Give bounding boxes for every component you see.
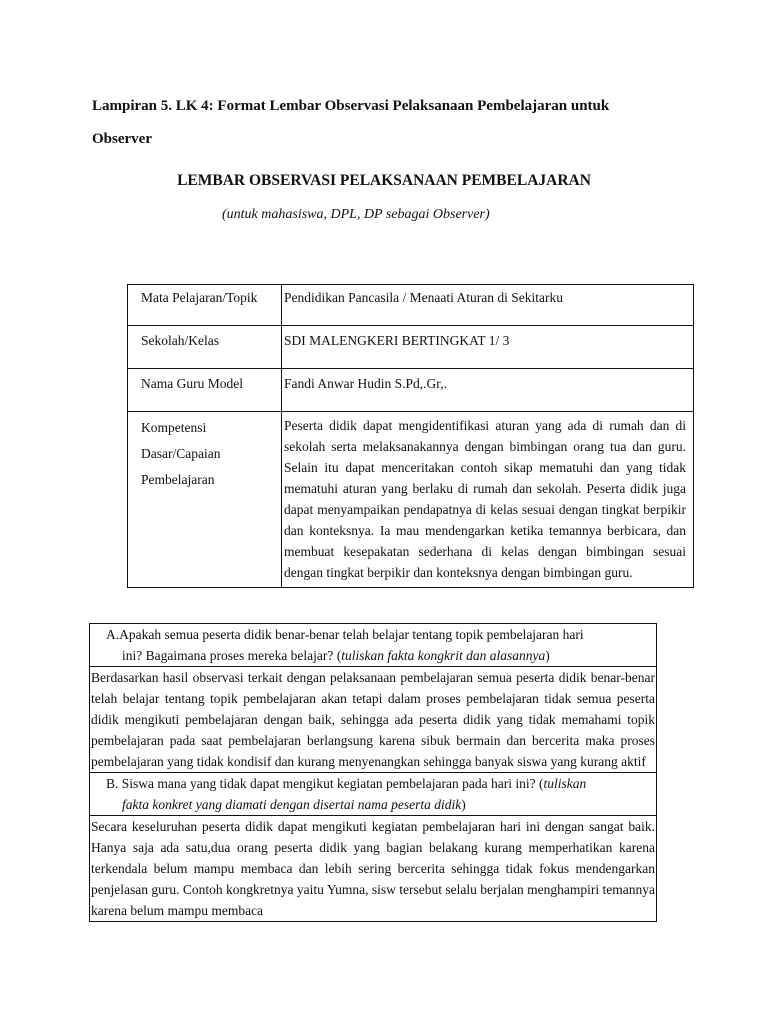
table-row <box>128 412 694 588</box>
question-b-text: B. Siswa mana yang tidak dapat mengikut kegiatan pembelajaran pada hari ini? ( <box>106 776 544 791</box>
school-label: Sekolah/Kelas <box>128 326 282 369</box>
question-b-line1 <box>106 773 648 794</box>
table-row <box>128 326 694 369</box>
answer-a: Berdasarkan hasil observasi terkait dengan pelaksanaan pembelajaran semua peserta didik benar-benar telah belajar tentang topik pembelajaran akan tetapi dalam proses pembelajaran tidak semua peserta didik mengikuti pembelajaran dengan baik, sehingga ada peserta didik yang tidak memahami topik pembelajaran pada saat pembelajaran berlangsung karena sibuk bermain dan bercerita maka proses pembelajaran yang tidak kondisif dan kurang menyenangkan sehingga banyak siswa yang kurang aktif <box>90 667 657 773</box>
table-row <box>128 369 694 412</box>
document-title: LEMBAR OBSERVASI PELAKSANAAN PEMBELAJARAN <box>177 172 591 189</box>
appendix-heading-line2: Observer <box>92 131 152 147</box>
competency-label-line1: Kompetensi <box>141 420 207 435</box>
table-row <box>90 667 657 773</box>
table-row <box>90 773 657 816</box>
competency-label-line2: Dasar/Capaian <box>141 446 221 461</box>
table-row <box>90 624 657 667</box>
question-a-text: ini? Bagaimana proses mereka belajar? ( <box>122 648 342 663</box>
document-subtitle: (untuk mahasiswa, DPL, DP sebagai Observer) <box>222 207 490 222</box>
question-a-close: ) <box>545 648 550 663</box>
question-a <box>90 624 657 667</box>
competency-label-line3: Pembelajaran <box>141 472 215 487</box>
appendix-heading-line1: Lampiran 5. LK 4: Format Lembar Observasi Pelaksanaan Pembelajaran untuk <box>92 98 610 114</box>
competency-value: Peserta didik dapat mengidentifikasi aturan yang ada di rumah dan di sekolah serta melaksanakannya dengan bimbingan orang tua dan guru. Selain itu dapat menceritakan contoh sikap mematuhi dan yang tidak mematuhi aturan yang berlaku di rumah dan sekolah. Peserta didik juga dapat menyampaikan pendapatnya di kelas sesuai dengan tingkat berpikir dan konteksnya. Ia mau mendengarkan ketika temannya berbicara, dan membuat kesepakatan sederhana di kelas dengan bimbingan sesuai dengan tingkat berpikir dan konteksnya dengan bimbingan guru. <box>282 412 694 588</box>
subject-label: Mata Pelajaran/Topik <box>128 285 282 326</box>
teacher-label: Nama Guru Model <box>128 369 282 412</box>
question-a-line2 <box>106 645 648 666</box>
question-b-instruction-1: tuliskan <box>543 776 587 791</box>
question-b-line2 <box>106 794 648 815</box>
table-row <box>128 285 694 326</box>
question-a-line1: A.Apakah semua peserta didik benar-benar telah belajar tentang topik pembelajaran hari <box>106 627 584 642</box>
subject-value: Pendidikan Pancasila / Menaati Aturan di Sekitarku <box>282 285 694 326</box>
question-a-instruction: tuliskan fakta kongkrit dan alasannya <box>341 648 546 663</box>
table-row <box>90 816 657 922</box>
answer-b: Secara keseluruhan peserta didik dapat mengikuti kegiatan pembelajaran hari ini dengan sangat baik. Hanya saja ada satu,dua orang peserta didik yang bagian belakang kurang memperhatikan karena terkendala belum mampu membaca dan lebih sering bercerita sehingga tidak fokus mendengarkan penjelasan guru. Contoh kongkretnya yaitu Yumna, sisw tersebut selalu berjalan menghampiri temannya karena belum mampu membaca <box>90 816 657 922</box>
teacher-value: Fandi Anwar Hudin S.Pd,.Gr,. <box>282 369 694 412</box>
question-b <box>90 773 657 816</box>
appendix-heading <box>92 90 652 156</box>
competency-label <box>128 412 282 588</box>
observation-table <box>89 623 657 922</box>
identity-table <box>127 284 694 588</box>
question-b-instruction-2: fakta konkret yang diamati dengan disertai nama peserta didik <box>122 797 462 812</box>
question-b-close: ) <box>461 797 466 812</box>
school-value: SDI MALENGKERI BERTINGKAT 1/ 3 <box>282 326 694 369</box>
